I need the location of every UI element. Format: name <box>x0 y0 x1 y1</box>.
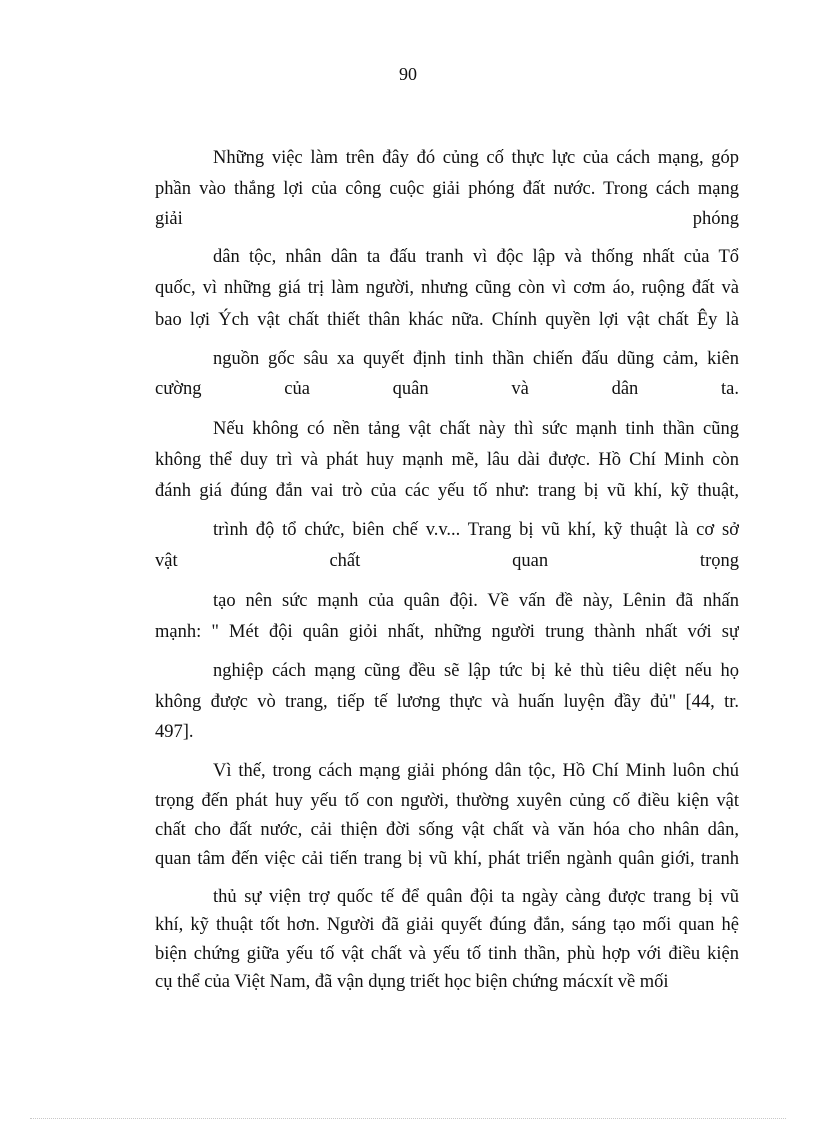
text-line: phần vào thắng lợi của công cuộc giải phóng đất nước. Trong cách mạng <box>155 179 739 199</box>
text-line: vật chất quan trọng <box>155 551 739 571</box>
text-line: quốc, vì những giá trị làm người, nhưng cũng còn vì cơm áo, ruộng đất và <box>155 278 739 298</box>
text-line: bao lợi Ých vật chất thiết thân khác nữa. Chính quyền lợi vật chất Êy là <box>155 310 739 330</box>
page-number: 90 <box>399 64 417 84</box>
text-line: trình độ tổ chức, biên chế v.v... Trang bị vũ khí, kỹ thuật là cơ sở <box>213 520 739 540</box>
text-line: nguồn gốc sâu xa quyết định tinh thần chiến đấu dũng cảm, kiên <box>213 349 739 369</box>
text-line: biện chứng giữa yếu tố vật chất và yếu tố tinh thần, phù hợp với điều kiện <box>155 944 739 964</box>
text-line: giải phóng <box>155 209 739 229</box>
text-line: tạo nên sức mạnh của quân đội. Về vấn đề này, Lênin đã nhấn <box>213 591 739 611</box>
text-line: cường của quân và dân ta. <box>155 379 739 399</box>
text-line: Nếu không có nền tảng vật chất này thì sức mạnh tinh thần cũng <box>213 419 739 439</box>
text-line: đánh giá đúng đắn vai trò của các yếu tố như: trang bị vũ khí, kỹ thuật, <box>155 481 739 501</box>
text-line: quan tâm đến việc cải tiến trang bị vũ khí, phát triển ngành quân giới, tranh <box>155 849 739 869</box>
text-line: Vì thế, trong cách mạng giải phóng dân tộc, Hồ Chí Minh luôn chú <box>213 761 739 781</box>
text-line: dân tộc, nhân dân ta đấu tranh vì độc lập và thống nhất của Tổ <box>213 247 739 267</box>
text-line: 497]. <box>155 722 194 742</box>
page-bottom-border <box>30 1118 786 1119</box>
text-line: Những việc làm trên đây đó củng cố thực lực của cách mạng, góp <box>213 148 739 168</box>
text-line: chất cho đất nước, cải thiện đời sống vật chất và văn hóa cho nhân dân, <box>155 820 739 840</box>
text-line: không thể duy trì và phát huy mạnh mẽ, lâu dài được. Hồ Chí Minh còn <box>155 450 739 470</box>
text-line: khí, kỹ thuật tốt hơn. Người đã giải quyết đúng đắn, sáng tạo mối quan hệ <box>155 915 739 935</box>
text-line: cụ thể của Việt Nam, đã vận dụng triết học biện chứng mácxít về mối <box>155 972 669 992</box>
text-line: trọng đến phát huy yếu tố con người, thường xuyên củng cố điều kiện vật <box>155 791 739 811</box>
text-line: nghiệp cách mạng cũng đều sẽ lập tức bị kẻ thù tiêu diệt nếu họ <box>213 661 739 681</box>
text-line: thủ sự viện trợ quốc tế để quân đội ta ngày càng được trang bị vũ <box>213 887 739 907</box>
text-line: mạnh: " Mét đội quân giỏi nhất, những người trung thành nhất với sự <box>155 622 739 642</box>
text-line: không được vò trang, tiếp tế lương thực và huấn luyện đầy đủ" [44, tr. <box>155 692 739 712</box>
